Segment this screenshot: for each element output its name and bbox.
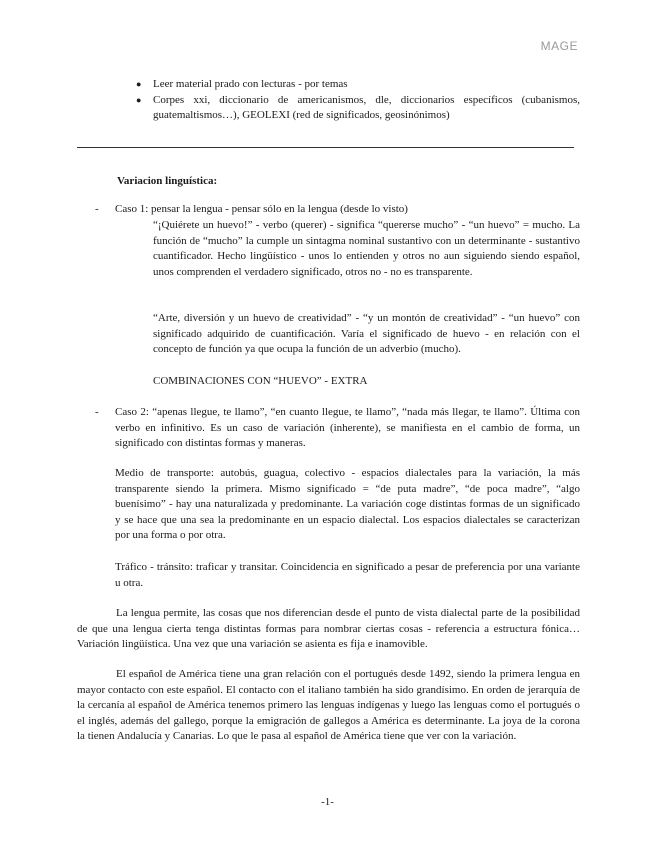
resource-list [137, 77, 580, 124]
caso1-paragraph-2: “Arte, diversión y un huevo de creatividad” - “y un montón de creatividad” - “un huevo” con significado adquirido de cuantificación. Varía el significado de huevo - en relación con el concepto de función ya que ocupa la función de un adverbio (mucho). [153, 312, 580, 356]
list-item: ● Leer material prado con lecturas - por temas [137, 77, 580, 93]
dash-marker: - [95, 203, 99, 215]
page-header: MAGE [540, 39, 578, 53]
caso1-intro: Caso 1: pensar la lengua - pensar sólo en la lengua (desde lo visto) [115, 203, 408, 215]
list-item: ● Corpes xxi, diccionario de americanismos, dle, diccionarios específicos (cubanismos, guatemaltismos…), GEOLEXI (red de significados, geosinónimos) [137, 93, 580, 124]
caso1-paragraph-1: “¡Quiérete un huevo!” - verbo (querer) - significa “quererse mucho” - “un huevo” = mucho. La función de “mucho” la cumple un sintagma nominal sustantivo con un determinante - sustantivo cuantificador. Hecho lingüístico - unos lo entienden y otros no aun siguiendo siendo español, unos comprenden el verdadero significado, otros no - no es transparente. [153, 219, 580, 278]
paragraph-espanol-america: El español de América tiene una gran relación con el portugués desde 1492, siendo la primera lengua en mayor contacto con este español. El contacto con el italiano también ha sido grandísimo. En orden de jerarquía de la cercanía al español de América tenemos primero las lenguas indígenas y luego las lenguas como el portugués o el inglés, además del gallego, porque la emigración de gallegos a América es determinante. La joya de la corona la tienen Andalucía y Canarias. Lo que le pasa al español de América tiene que ver con la variación. [77, 668, 580, 743]
page-number: -1- [321, 796, 334, 808]
paragraph-lengua: La lengua permite, las cosas que nos diferencian desde el punto de vista dialectal parte de la posibilidad de que una lengua cierta tenga distintas formas para nombrar ciertas cosas - referencia a estructura fónica… Variación lingüística. Una vez que una variación se asienta es fija e inamovible. [77, 607, 580, 651]
section-heading: Variacion linguística: [117, 175, 218, 187]
section-divider [77, 147, 574, 148]
caso2-paragraph-1: Caso 2: “apenas llegue, te llamo”, “en cuanto llegue, te llamo”, “nada más llegar, te llamo”. Última con verbo en infinitivo. Es un caso de variación (inherente), se manifiesta en el cambio de forma, un significado con distintas formas y maneras. [115, 406, 580, 450]
dash-marker: - [95, 406, 99, 418]
caso2-paragraph-2: Medio de transporte: autobús, guagua, colectivo - espacios dialectales para la variación, la más transparente siendo la primera. Mismo significado = “de puta madre”, “de poca madre”, “algo buenísimo” - hay una naturalizada y predominante. La variación coge distintas formas de un significado y se hace que una sea la predominante en un espacio dialectal. Los espacios dialectales se caracterizan por una forma o por otra. [115, 467, 580, 542]
extra-label: COMBINACIONES CON “HUEVO” - EXTRA [153, 375, 368, 387]
caso2-paragraph-3: Tráfico - tránsito: traficar y transitar. Coincidencia en significado a pesar de preferencia por una variante u otra. [115, 561, 580, 589]
